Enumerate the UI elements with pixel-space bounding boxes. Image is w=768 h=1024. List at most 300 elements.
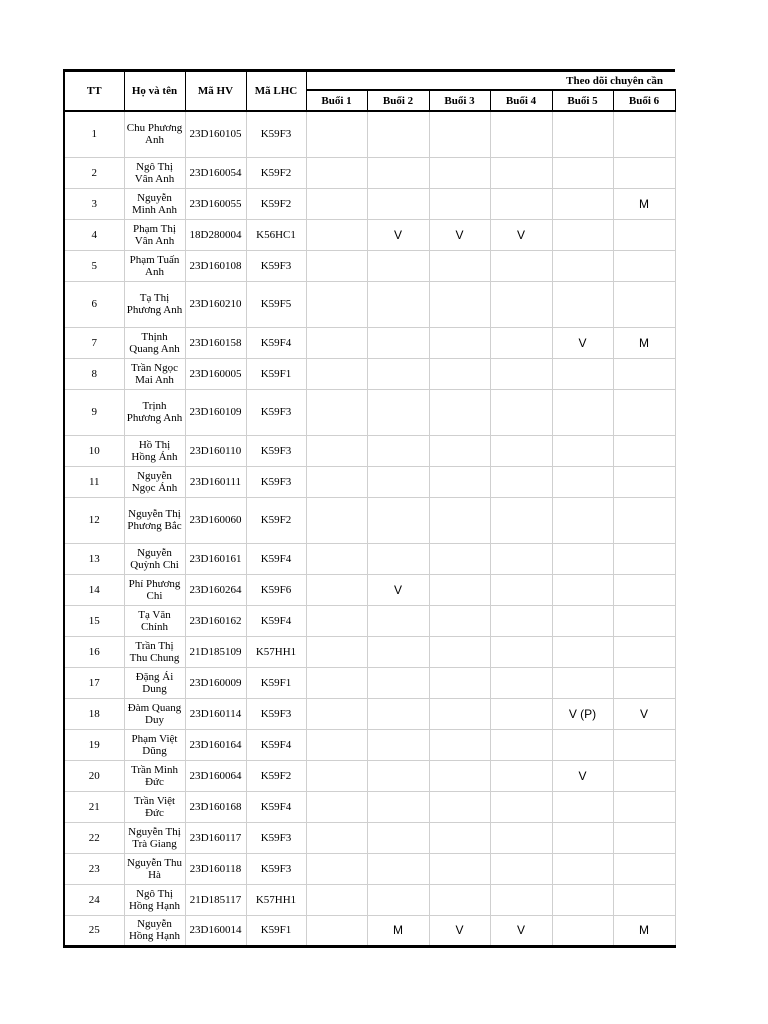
attendance-mark-cell — [490, 250, 552, 281]
attendance-mark-cell — [490, 636, 552, 667]
class-code-cell: K59F3 — [246, 698, 306, 729]
class-code-cell: K59F4 — [246, 543, 306, 574]
attendance-mark-cell — [306, 636, 367, 667]
class-code-cell: K59F1 — [246, 915, 306, 946]
attendance-mark-cell — [613, 574, 675, 605]
student-name-cell — [124, 915, 185, 946]
attendance-mark-cell — [367, 698, 429, 729]
student-name-line: Hồng Ánh — [131, 450, 178, 463]
student-name-line: Dũng — [142, 744, 167, 757]
attendance-mark-cell — [552, 884, 613, 915]
attendance-mark-cell: V — [552, 327, 613, 358]
attendance-mark-cell — [367, 853, 429, 884]
row-number-cell: 6 — [64, 281, 124, 327]
table-row — [64, 543, 675, 574]
attendance-mark-cell — [306, 157, 367, 188]
student-name-line: Phạm Tuấn — [129, 253, 180, 266]
attendance-mark-cell — [613, 497, 675, 543]
attendance-mark-cell — [552, 250, 613, 281]
student-id-cell: 23D160168 — [185, 791, 246, 822]
attendance-mark-cell — [367, 327, 429, 358]
attendance-mark-cell — [552, 574, 613, 605]
student-id-cell: 23D160064 — [185, 760, 246, 791]
attendance-mark-cell — [367, 791, 429, 822]
table-row — [64, 698, 675, 729]
student-name-cell — [124, 358, 185, 389]
student-name-cell — [124, 219, 185, 250]
student-name-line: Ngọc Ánh — [131, 481, 178, 494]
student-name-cell — [124, 281, 185, 327]
row-number-cell: 14 — [64, 574, 124, 605]
row-number-cell: 16 — [64, 636, 124, 667]
student-name-line: Hồ Thị — [138, 438, 171, 451]
student-name-cell — [124, 822, 185, 853]
attendance-mark-cell — [367, 884, 429, 915]
table-row — [64, 389, 675, 435]
table-row — [64, 822, 675, 853]
attendance-mark-cell: V — [490, 219, 552, 250]
student-name-line: Trà Giang — [132, 837, 177, 850]
class-code-cell: K59F3 — [246, 466, 306, 497]
attendance-mark-cell — [429, 188, 490, 219]
attendance-mark-cell — [490, 729, 552, 760]
student-id-cell: 23D160060 — [185, 497, 246, 543]
table-row — [64, 884, 675, 915]
attendance-mark-cell — [367, 760, 429, 791]
student-id-cell: 18D280004 — [185, 219, 246, 250]
student-name-line: Thịnh — [141, 330, 168, 343]
student-name-line: Tạ Thị — [139, 292, 170, 304]
attendance-mark-cell — [552, 219, 613, 250]
attendance-mark-cell — [306, 250, 367, 281]
attendance-mark-cell — [613, 389, 675, 435]
attendance-mark-cell — [306, 822, 367, 853]
attendance-mark-cell — [367, 466, 429, 497]
student-name-line: Trần Minh — [131, 763, 178, 776]
attendance-mark-cell — [429, 636, 490, 667]
student-id-cell: 23D160105 — [185, 111, 246, 157]
student-name-cell — [124, 605, 185, 636]
attendance-mark-cell — [429, 466, 490, 497]
row-number-cell: 5 — [64, 250, 124, 281]
student-id-cell: 23D160162 — [185, 605, 246, 636]
attendance-mark-cell — [613, 111, 675, 157]
table-row — [64, 435, 675, 466]
row-number-cell: 13 — [64, 543, 124, 574]
student-name-cell — [124, 791, 185, 822]
student-name-line: Trịnh — [142, 400, 167, 412]
attendance-mark-cell — [367, 358, 429, 389]
attendance-mark-cell — [613, 605, 675, 636]
attendance-mark-cell — [490, 435, 552, 466]
row-number-cell: 4 — [64, 219, 124, 250]
attendance-mark-cell — [552, 729, 613, 760]
table-row — [64, 605, 675, 636]
table-row — [64, 729, 675, 760]
attendance-mark-cell — [306, 543, 367, 574]
attendance-mark-cell — [306, 915, 367, 946]
student-name-line: Đức — [145, 806, 164, 819]
table-row — [64, 466, 675, 497]
attendance-mark-cell — [306, 760, 367, 791]
row-number-cell: 11 — [64, 466, 124, 497]
class-code-cell: K59F4 — [246, 605, 306, 636]
attendance-mark-cell — [552, 791, 613, 822]
attendance-mark-cell — [552, 111, 613, 157]
attendance-mark-cell — [306, 605, 367, 636]
row-number-cell: 24 — [64, 884, 124, 915]
student-id-cell: 23D160109 — [185, 389, 246, 435]
attendance-mark-cell — [429, 605, 490, 636]
attendance-mark-cell — [306, 791, 367, 822]
attendance-mark-cell — [429, 729, 490, 760]
attendance-mark-cell — [367, 389, 429, 435]
attendance-mark-cell — [490, 853, 552, 884]
student-name-line: Hồng Hạnh — [128, 899, 181, 912]
student-name-line: Đàm Quang — [127, 701, 182, 714]
attendance-mark-cell — [429, 435, 490, 466]
col-header-ma-hv: Mã HV — [185, 71, 246, 112]
attendance-mark-cell — [490, 497, 552, 543]
attendance-mark-cell — [429, 760, 490, 791]
attendance-mark-cell: V — [552, 760, 613, 791]
table-row — [64, 250, 675, 281]
class-code-cell: K59F3 — [246, 435, 306, 466]
attendance-mark-cell — [429, 111, 490, 157]
row-number-cell: 10 — [64, 435, 124, 466]
student-name-line: Chi — [146, 589, 163, 602]
attendance-mark-cell — [490, 543, 552, 574]
attendance-mark-cell — [613, 822, 675, 853]
row-number-cell: 3 — [64, 188, 124, 219]
attendance-mark-cell — [552, 822, 613, 853]
attendance-mark-cell: M — [613, 188, 675, 219]
row-number-cell: 7 — [64, 327, 124, 358]
attendance-mark-cell — [490, 111, 552, 157]
attendance-mark-cell — [429, 853, 490, 884]
student-id-cell: 23D160054 — [185, 157, 246, 188]
attendance-mark-cell — [490, 884, 552, 915]
attendance-mark-cell — [613, 791, 675, 822]
student-id-cell: 23D160158 — [185, 327, 246, 358]
attendance-mark-cell — [306, 729, 367, 760]
attendance-table — [63, 69, 676, 948]
attendance-mark-cell — [306, 435, 367, 466]
attendance-mark-cell — [613, 884, 675, 915]
attendance-mark-cell — [552, 543, 613, 574]
table-row — [64, 497, 675, 543]
attendance-mark-cell — [306, 884, 367, 915]
attendance-mark-cell — [552, 497, 613, 543]
row-number-cell: 19 — [64, 729, 124, 760]
col-header-session: Buổi 1 — [306, 90, 367, 111]
student-name-line: Nguyễn Thị — [128, 825, 181, 838]
student-name-line: Vân Anh — [134, 172, 175, 185]
attendance-mark-cell — [490, 760, 552, 791]
attendance-mark-cell — [613, 853, 675, 884]
attendance-mark-cell — [490, 698, 552, 729]
class-code-cell: K59F3 — [246, 389, 306, 435]
attendance-mark-cell — [429, 574, 490, 605]
student-name-cell — [124, 111, 185, 157]
col-header-tt: TT — [64, 71, 124, 112]
table-row — [64, 219, 675, 250]
student-id-cell: 23D160055 — [185, 188, 246, 219]
attendance-mark-cell — [552, 667, 613, 698]
attendance-mark-cell — [429, 791, 490, 822]
student-name-cell — [124, 760, 185, 791]
attendance-mark-cell — [552, 636, 613, 667]
attendance-mark-cell — [490, 358, 552, 389]
attendance-mark-cell: M — [613, 915, 675, 946]
student-name-line: Nguyễn Thị — [128, 508, 181, 520]
attendance-mark-cell: V — [429, 915, 490, 946]
attendance-mark-cell — [552, 281, 613, 327]
attendance-mark-cell — [613, 157, 675, 188]
attendance-mark-cell — [490, 822, 552, 853]
student-name-line: Quang Anh — [129, 342, 180, 355]
attendance-mark-cell — [306, 497, 367, 543]
attendance-mark-cell — [552, 915, 613, 946]
student-id-cell: 23D160005 — [185, 358, 246, 389]
student-name-line: Chu Phương — [126, 122, 183, 135]
attendance-mark-cell — [429, 884, 490, 915]
attendance-mark-cell — [367, 111, 429, 157]
student-name-line: Minh Anh — [132, 203, 177, 216]
attendance-mark-cell — [552, 605, 613, 636]
col-header-session: Buổi 2 — [367, 90, 429, 111]
attendance-mark-cell: V (P) — [552, 698, 613, 729]
student-name-line: Ngô Thị — [136, 887, 173, 900]
col-header-session: Buổi 4 — [490, 90, 552, 111]
row-number-cell: 20 — [64, 760, 124, 791]
student-name-line: Ngô Thị — [136, 160, 173, 173]
attendance-mark-cell — [613, 667, 675, 698]
class-code-cell: K59F3 — [246, 111, 306, 157]
col-header-name: Họ và tên — [124, 71, 185, 112]
attendance-mark-cell — [306, 327, 367, 358]
student-name-cell — [124, 667, 185, 698]
attendance-mark-cell — [490, 667, 552, 698]
student-id-cell: 23D160108 — [185, 250, 246, 281]
student-name-line: Đặng Ái — [135, 670, 174, 683]
attendance-mark-cell — [306, 574, 367, 605]
student-name-cell — [124, 327, 185, 358]
row-number-cell: 1 — [64, 111, 124, 157]
student-name-cell — [124, 574, 185, 605]
student-id-cell: 23D160164 — [185, 729, 246, 760]
student-name-line: Nguyễn — [137, 191, 172, 204]
student-name-cell — [124, 636, 185, 667]
attendance-mark-cell — [306, 466, 367, 497]
attendance-mark-cell — [306, 698, 367, 729]
student-name-line: Chính — [141, 620, 168, 633]
student-id-cell: 23D160118 — [185, 853, 246, 884]
attendance-mark-cell: V — [429, 219, 490, 250]
student-name-line: Phương Anh — [126, 304, 183, 316]
attendance-mark-cell — [552, 188, 613, 219]
row-number-cell: 8 — [64, 358, 124, 389]
row-number-cell: 25 — [64, 915, 124, 946]
col-header-attendance-group: Theo dõi chuyên cần — [306, 71, 675, 91]
attendance-mark-cell — [613, 636, 675, 667]
class-code-cell: K57HH1 — [246, 636, 306, 667]
student-name-line: Trần Việt — [133, 794, 176, 807]
class-code-cell: K59F2 — [246, 497, 306, 543]
class-code-cell: K59F4 — [246, 729, 306, 760]
row-number-cell: 22 — [64, 822, 124, 853]
student-name-line: Nguyễn — [137, 546, 172, 559]
student-name-cell — [124, 698, 185, 729]
student-id-cell: 23D160114 — [185, 698, 246, 729]
attendance-mark-cell — [367, 543, 429, 574]
attendance-mark-cell — [306, 111, 367, 157]
attendance-mark-cell — [367, 435, 429, 466]
student-name-line: Phạm Việt — [131, 732, 178, 745]
table-row — [64, 157, 675, 188]
attendance-mark-cell — [613, 760, 675, 791]
student-name-line: Duy — [145, 713, 164, 726]
attendance-mark-cell — [367, 281, 429, 327]
attendance-mark-cell — [367, 667, 429, 698]
attendance-mark-cell — [306, 853, 367, 884]
student-name-cell — [124, 729, 185, 760]
class-code-cell: K56HC1 — [246, 219, 306, 250]
attendance-mark-cell — [613, 729, 675, 760]
table-row — [64, 636, 675, 667]
attendance-mark-cell — [613, 281, 675, 327]
attendance-mark-cell — [429, 667, 490, 698]
row-number-cell: 17 — [64, 667, 124, 698]
attendance-mark-cell: M — [613, 327, 675, 358]
attendance-mark-cell — [306, 281, 367, 327]
attendance-mark-cell — [367, 188, 429, 219]
student-name-line: Quỳnh Chi — [130, 558, 179, 571]
attendance-mark-cell — [306, 219, 367, 250]
student-id-cell: 23D160210 — [185, 281, 246, 327]
student-name-cell — [124, 188, 185, 219]
student-id-cell: 23D160264 — [185, 574, 246, 605]
table-row — [64, 915, 675, 946]
attendance-mark-cell — [306, 188, 367, 219]
student-id-cell: 23D160110 — [185, 435, 246, 466]
student-name-line: Phương Bắc — [127, 520, 182, 532]
student-name-line: Nguyễn — [137, 469, 172, 482]
student-name-line: Anh — [145, 265, 164, 278]
attendance-mark-cell — [429, 389, 490, 435]
student-name-cell — [124, 435, 185, 466]
student-name-cell — [124, 543, 185, 574]
attendance-mark-cell — [367, 729, 429, 760]
col-header-ma-lhc: Mã LHC — [246, 71, 306, 112]
attendance-mark-cell — [490, 188, 552, 219]
student-name-cell — [124, 157, 185, 188]
table-row — [64, 760, 675, 791]
attendance-mark-cell — [429, 157, 490, 188]
student-name-line: Đức — [145, 775, 164, 788]
attendance-mark-cell — [613, 219, 675, 250]
student-name-cell — [124, 250, 185, 281]
class-code-cell: K59F3 — [246, 822, 306, 853]
attendance-mark-cell — [367, 250, 429, 281]
attendance-mark-cell — [429, 358, 490, 389]
class-code-cell: K59F5 — [246, 281, 306, 327]
student-name-line: Hồng Hạnh — [128, 930, 181, 942]
row-number-cell: 18 — [64, 698, 124, 729]
table-row — [64, 667, 675, 698]
student-name-line: Trần Ngọc — [131, 361, 178, 374]
attendance-mark-cell — [429, 822, 490, 853]
attendance-mark-cell — [367, 605, 429, 636]
attendance-mark-cell — [552, 435, 613, 466]
attendance-mark-cell: V — [490, 915, 552, 946]
student-name-line: Phương Anh — [126, 412, 183, 424]
attendance-mark-cell — [552, 853, 613, 884]
student-name-line: Hà — [148, 868, 161, 881]
student-id-cell: 21D185117 — [185, 884, 246, 915]
student-name-line: Mai Anh — [135, 373, 174, 386]
attendance-mark-cell — [429, 281, 490, 327]
attendance-mark-cell — [367, 822, 429, 853]
student-name-line: Dung — [142, 682, 167, 695]
attendance-mark-cell — [552, 358, 613, 389]
student-id-cell: 21D185109 — [185, 636, 246, 667]
class-code-cell: K59F2 — [246, 157, 306, 188]
attendance-mark-cell — [490, 605, 552, 636]
student-name-cell — [124, 853, 185, 884]
attendance-mark-cell — [552, 157, 613, 188]
student-name-line: Thu Chung — [129, 651, 180, 664]
col-header-session: Buổi 5 — [552, 90, 613, 111]
student-name-cell — [124, 389, 185, 435]
student-name-cell — [124, 884, 185, 915]
class-code-cell: K59F6 — [246, 574, 306, 605]
table-header — [64, 71, 675, 112]
attendance-mark-cell: V — [367, 574, 429, 605]
attendance-mark-cell — [490, 157, 552, 188]
attendance-mark-cell — [429, 327, 490, 358]
student-id-cell: 23D160161 — [185, 543, 246, 574]
attendance-mark-cell — [613, 466, 675, 497]
row-number-cell: 12 — [64, 497, 124, 543]
attendance-mark-cell — [367, 636, 429, 667]
student-id-cell: 23D160117 — [185, 822, 246, 853]
table-row — [64, 791, 675, 822]
attendance-mark-cell — [306, 667, 367, 698]
attendance-mark-cell — [306, 389, 367, 435]
class-code-cell: K59F1 — [246, 358, 306, 389]
class-code-cell: K59F2 — [246, 760, 306, 791]
table-row — [64, 111, 675, 157]
table-row — [64, 358, 675, 389]
class-code-cell: K59F4 — [246, 791, 306, 822]
attendance-mark-cell — [429, 698, 490, 729]
row-number-cell: 21 — [64, 791, 124, 822]
student-name-line: Tạ Văn — [138, 608, 171, 621]
attendance-mark-cell — [490, 791, 552, 822]
student-name-line: Phí Phương — [128, 577, 181, 590]
attendance-mark-cell — [367, 497, 429, 543]
table-row — [64, 188, 675, 219]
attendance-mark-cell: M — [367, 915, 429, 946]
class-code-cell: K57HH1 — [246, 884, 306, 915]
table-row — [64, 574, 675, 605]
attendance-mark-cell: V — [613, 698, 675, 729]
row-number-cell: 23 — [64, 853, 124, 884]
attendance-mark-cell — [490, 327, 552, 358]
attendance-mark-cell — [306, 358, 367, 389]
attendance-mark-cell: V — [367, 219, 429, 250]
